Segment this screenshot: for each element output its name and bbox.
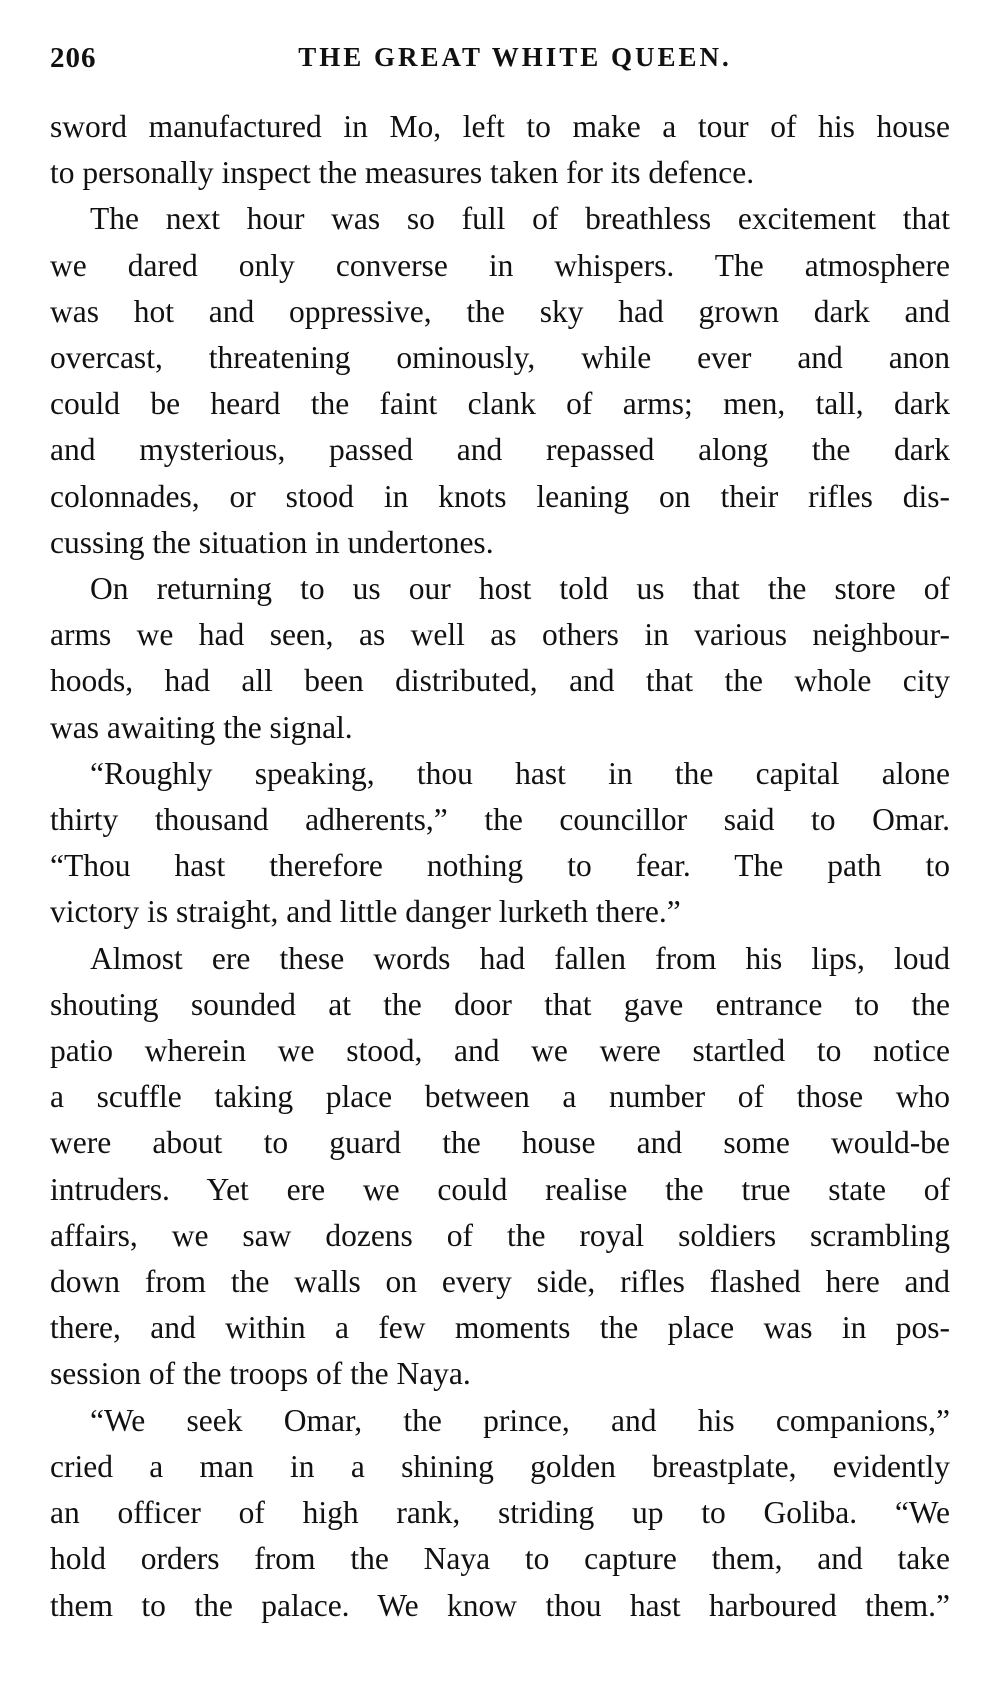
text-line: “We seek Omar, the prince, and his companions,” <box>90 1402 950 1438</box>
text-line: cussing the situation in undertones. <box>50 524 494 560</box>
text-line: an officer of high rank, striding up to Goliba. “We <box>50 1495 950 1531</box>
text-line: hoods, had all been distributed, and that the whole city <box>50 663 950 699</box>
text-line: was awaiting the signal. <box>50 709 353 745</box>
text-line: “Thou hast therefore nothing to fear. The path to <box>50 848 950 884</box>
text-line: and mysterious, passed and repassed along the dark <box>50 432 950 468</box>
text-line: overcast, threatening ominously, while ever and anon <box>50 340 950 376</box>
text-line: to personally inspect the measures taken for its defence. <box>50 155 755 191</box>
text-line: intruders. Yet ere we could realise the true state of <box>50 1171 950 1207</box>
text-line: could be heard the faint clank of arms; men, tall, dark <box>50 386 950 422</box>
book-page <box>50 42 950 1629</box>
body-text <box>50 104 950 1629</box>
text-line: a scuffle taking place between a number of those who <box>50 1079 950 1115</box>
text-line: colonnades, or stood in knots leaning on their rifles dis- <box>50 478 950 514</box>
text-line: there, and within a few moments the place was in pos- <box>50 1310 950 1346</box>
text-line: we dared only converse in whispers. The atmosphere <box>50 247 950 283</box>
text-line: patio wherein we stood, and we were startled to notice <box>50 1033 950 1069</box>
running-title: THE GREAT WHITE QUEEN. <box>298 42 732 72</box>
text-line: arms we had seen, as well as others in various neighbour- <box>50 617 950 653</box>
text-line: cried a man in a shining golden breastplate, evidently <box>50 1448 950 1484</box>
text-line: The next hour was so full of breathless excitement that <box>90 201 950 237</box>
text-line: shouting sounded at the door that gave entrance to the <box>50 986 950 1022</box>
text-line: hold orders from the Naya to capture them, and take <box>50 1541 950 1577</box>
text-line: Almost ere these words had fallen from his lips, loud <box>90 940 950 976</box>
text-line: affairs, we saw dozens of the royal soldiers scrambling <box>50 1217 950 1253</box>
text-line: was hot and oppressive, the sky had grown dark and <box>50 293 950 329</box>
page-number: 206 <box>50 42 97 74</box>
text-line: them to the palace. We know thou hast harboured them.” <box>50 1587 950 1623</box>
text-line: “Roughly speaking, thou hast in the capital alone <box>90 755 950 791</box>
text-line: session of the troops of the Naya. <box>50 1356 471 1392</box>
page-header <box>50 42 950 82</box>
text-line: sword manufactured in Mo, left to make a tour of his house <box>50 109 950 144</box>
text-line: On returning to us our host told us that the store of <box>90 571 950 607</box>
text-line: were about to guard the house and some would-be <box>50 1125 950 1161</box>
text-line: thirty thousand adherents,” the councillor said to Omar. <box>50 802 950 838</box>
text-line: victory is straight, and little danger lurketh there.” <box>50 894 681 930</box>
text-line: down from the walls on every side, rifles flashed here and <box>50 1264 950 1300</box>
